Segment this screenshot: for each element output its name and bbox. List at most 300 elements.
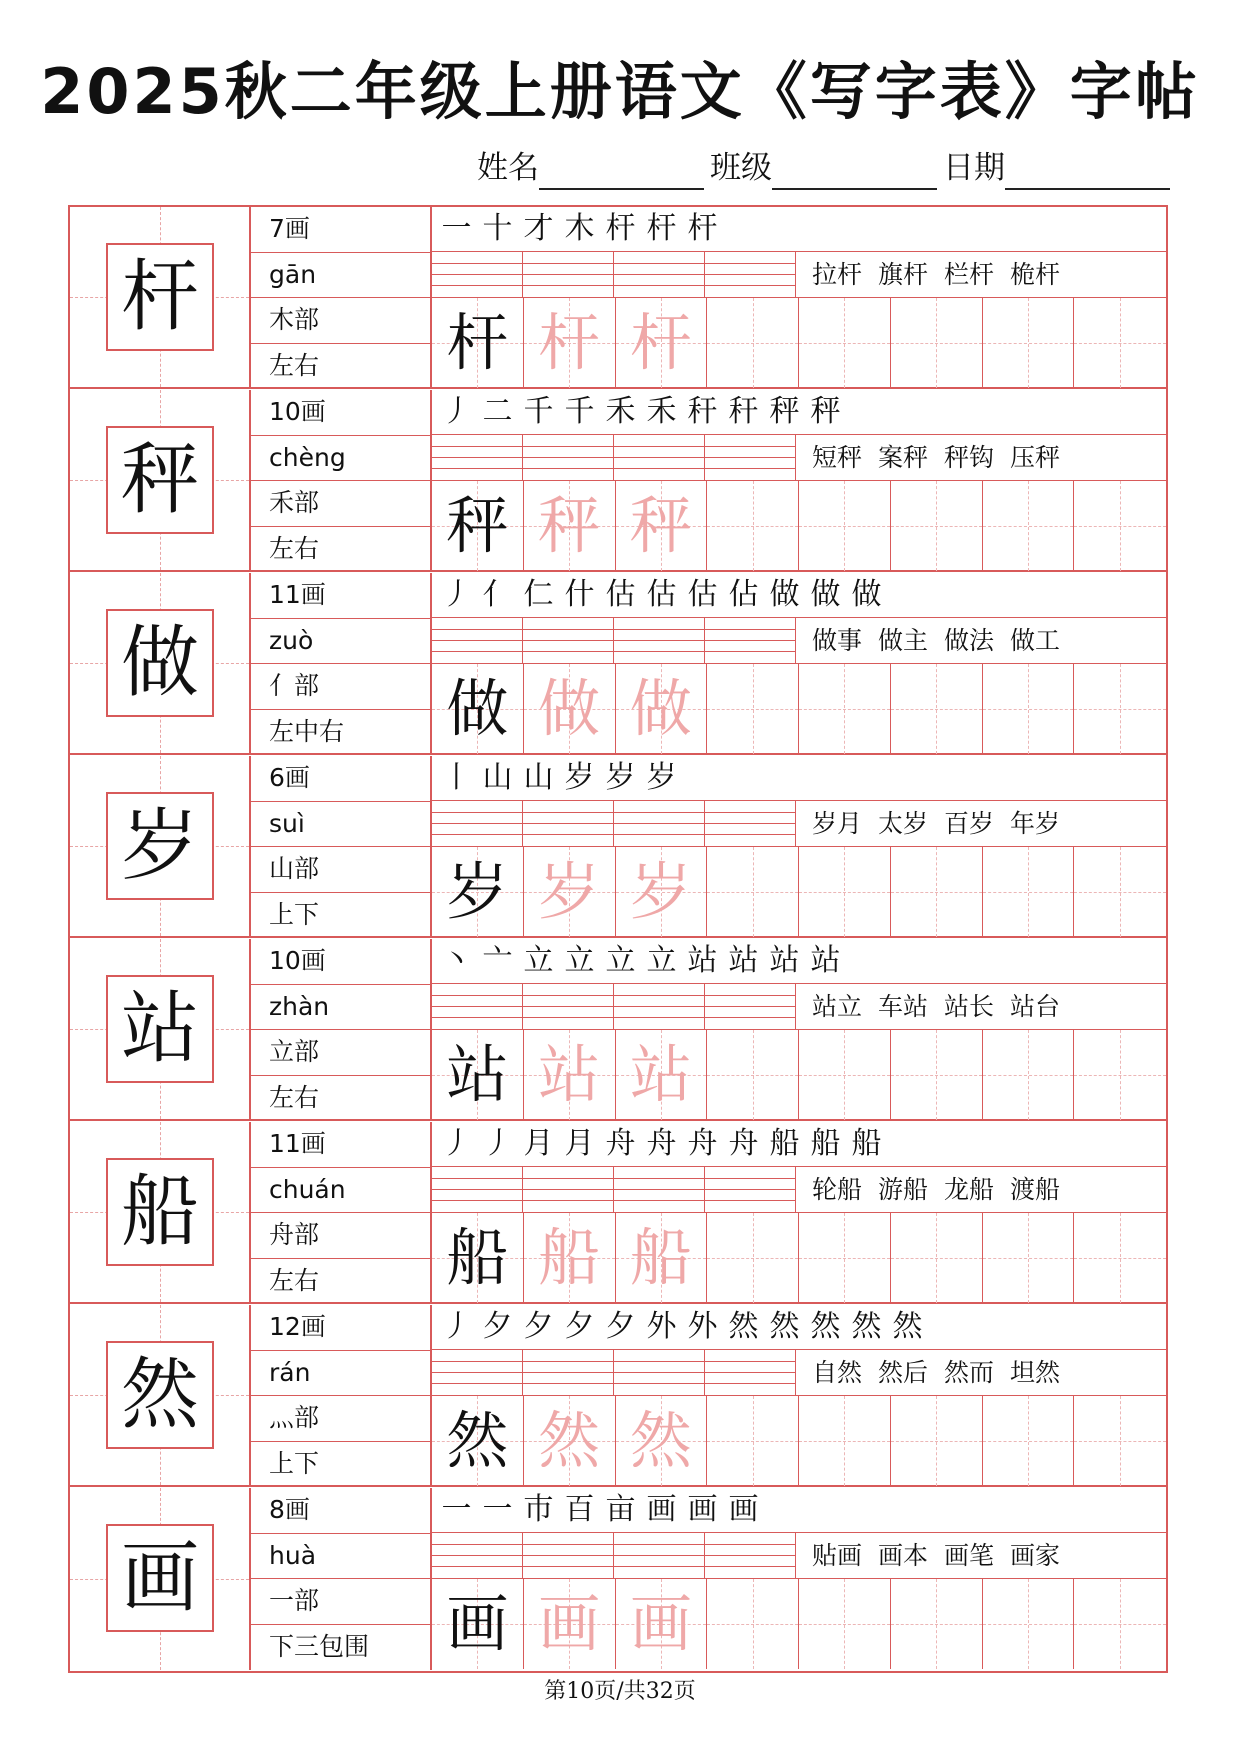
model-char-cell: [70, 207, 251, 387]
char-info: [251, 207, 432, 387]
stroke-step: 舟: [687, 1126, 718, 1161]
model-char: 画: [106, 1524, 214, 1632]
example-char-cell: [432, 847, 524, 937]
stroke-step: 月: [523, 1126, 554, 1161]
pinyin-practice-cell[interactable]: [523, 1167, 614, 1212]
stroke-step: 禾: [646, 394, 677, 429]
stroke-order: [432, 1122, 1166, 1167]
model-char: 杆: [106, 243, 214, 351]
stroke-step: 夕: [523, 1309, 554, 1344]
practice-char: 岁: [629, 855, 692, 928]
trace-char-cell[interactable]: [524, 847, 616, 937]
stroke-step: 禾: [605, 394, 636, 429]
stroke-step: 一: [441, 1492, 472, 1527]
pinyin-practice-cell[interactable]: [705, 618, 796, 663]
example-char-cell: [432, 1396, 524, 1486]
stroke-step: 做: [769, 577, 800, 612]
char-info: [251, 1305, 432, 1485]
practice-char: 秤: [629, 489, 692, 562]
blank-practice-cell[interactable]: [983, 847, 1075, 937]
stroke-count: 11画: [251, 1122, 430, 1168]
stroke-step: 丨: [441, 760, 472, 795]
model-char: 站: [106, 975, 214, 1083]
word: 旗杆: [878, 260, 929, 289]
pinyin-practice-cell[interactable]: [705, 1533, 796, 1578]
char-row: [70, 1122, 1166, 1304]
stroke-step: 佔: [728, 577, 759, 612]
pinyin-practice-cell[interactable]: [523, 1350, 614, 1395]
practice-grid: [432, 664, 1166, 755]
blank-practice-cell[interactable]: [799, 847, 891, 937]
page-footer: 第10页/共32页: [544, 1679, 696, 1704]
pinyin-practice-cell[interactable]: [432, 252, 523, 297]
char-info: [251, 939, 432, 1119]
date-label: 日期: [943, 150, 1005, 186]
word: 年岁: [1010, 809, 1061, 838]
example-char-cell: [432, 1030, 524, 1120]
practice-char: 秤: [446, 489, 509, 562]
pinyin-practice-cell[interactable]: [705, 801, 796, 846]
class-label: 班级: [710, 150, 772, 186]
model-char-cell: [70, 939, 251, 1119]
blank-practice-cell[interactable]: [983, 1579, 1075, 1669]
word: 自然: [812, 1358, 863, 1387]
blank-practice-cell[interactable]: [891, 298, 983, 388]
trace-char-cell[interactable]: [524, 1030, 616, 1120]
word: 轮船: [812, 1175, 863, 1204]
pinyin-practice-cell[interactable]: [614, 1167, 705, 1212]
char-row: [70, 207, 1166, 389]
pinyin-practice-cell[interactable]: [432, 984, 523, 1029]
stroke-step: 千: [523, 394, 554, 429]
stroke-step: 丿: [482, 1126, 513, 1161]
structure-label: 下三包围: [269, 1631, 370, 1661]
blank-practice-cell[interactable]: [707, 847, 799, 937]
structure-label: 上下: [269, 1448, 320, 1478]
blank-practice-cell[interactable]: [799, 1030, 891, 1120]
model-char-cell: [70, 1122, 251, 1302]
stroke-step: 仁: [523, 577, 554, 612]
trace-char-cell[interactable]: [616, 298, 708, 388]
stroke-step: 估: [605, 577, 636, 612]
practice-char: 站: [629, 1038, 692, 1111]
blank-practice-cell[interactable]: [799, 481, 891, 571]
pinyin-practice-cell[interactable]: [432, 1533, 523, 1578]
trace-char-cell[interactable]: [524, 1579, 616, 1669]
class-blank[interactable]: [772, 160, 937, 190]
radical-label: 木部: [251, 298, 430, 344]
char-info: [251, 756, 432, 936]
blank-practice-cell[interactable]: [983, 1396, 1075, 1486]
practice-char: 做: [538, 672, 601, 745]
char-row: [70, 573, 1166, 755]
pinyin-label: rán: [251, 1351, 430, 1397]
stroke-step: 舟: [605, 1126, 636, 1161]
trace-char-cell[interactable]: [616, 1213, 708, 1303]
stroke-step: 立: [646, 943, 677, 978]
name-label: 姓名: [477, 150, 539, 186]
blank-practice-cell[interactable]: [891, 1579, 983, 1669]
pinyin-practice-cell[interactable]: [614, 984, 705, 1029]
model-char: 船: [106, 1158, 214, 1266]
stroke-step: 然: [892, 1309, 923, 1344]
practice-char: 秤: [538, 489, 601, 562]
stroke-step: 站: [810, 943, 841, 978]
trace-char-cell[interactable]: [524, 1396, 616, 1486]
word-list: [796, 252, 1166, 298]
blank-practice-cell[interactable]: [891, 1396, 983, 1486]
radical-label: 舟部: [251, 1213, 430, 1259]
page-title: 2025秋二年级上册语文《写字表》字帖: [40, 55, 1200, 128]
word: 游船: [878, 1175, 929, 1204]
pinyin-practice-cell[interactable]: [523, 618, 614, 663]
stroke-step: 立: [523, 943, 554, 978]
word: 站台: [1010, 992, 1061, 1021]
practice-char: 杆: [446, 306, 509, 379]
blank-practice-cell[interactable]: [707, 481, 799, 571]
writing-area: [432, 1122, 1166, 1302]
blank-practice-cell[interactable]: [707, 1396, 799, 1486]
pinyin-practice-lines: [432, 618, 796, 664]
stroke-step: 十: [482, 211, 513, 246]
word-list: [796, 618, 1166, 664]
model-char-cell: [70, 573, 251, 753]
blank-practice-cell[interactable]: [707, 298, 799, 388]
stroke-step: 画: [687, 1492, 718, 1527]
stroke-step: 然: [810, 1309, 841, 1344]
word: 做工: [1010, 626, 1061, 655]
trace-char-cell[interactable]: [524, 1213, 616, 1303]
stroke-count: 7画: [251, 207, 430, 253]
writing-area: [432, 573, 1166, 753]
pinyin-practice-cell[interactable]: [523, 984, 614, 1029]
stroke-step: 岁: [605, 760, 636, 795]
stroke-count: 6画: [251, 756, 430, 802]
trace-char-cell[interactable]: [524, 664, 616, 754]
word: 做事: [812, 626, 863, 655]
pinyin-practice-cell[interactable]: [705, 435, 796, 480]
word: 龙船: [944, 1175, 995, 1204]
stroke-step: 一: [482, 1492, 513, 1527]
structure-label: 左右: [269, 350, 320, 380]
structure-label: 上下: [269, 899, 320, 929]
word: 站长: [944, 992, 995, 1021]
stroke-step: 亩: [605, 1492, 636, 1527]
char-info: [251, 1122, 432, 1302]
stroke-order: [432, 1488, 1166, 1533]
char-row: [70, 390, 1166, 572]
stroke-step: 月: [564, 1126, 595, 1161]
blank-practice-cell[interactable]: [891, 664, 983, 754]
blank-practice-cell[interactable]: [983, 664, 1075, 754]
word: 做主: [878, 626, 929, 655]
pinyin-label: zhàn: [251, 985, 430, 1031]
pinyin-label: chuán: [251, 1168, 430, 1214]
word: 画笔: [944, 1541, 995, 1570]
word: 然后: [878, 1358, 929, 1387]
word-list: [796, 984, 1166, 1030]
student-info: [477, 146, 1176, 190]
practice-grid: [432, 1213, 1166, 1304]
practice-char: 站: [538, 1038, 601, 1111]
pinyin-practice-cell[interactable]: [614, 1350, 705, 1395]
stroke-step: 船: [810, 1126, 841, 1161]
char-info: [251, 390, 432, 570]
pinyin-practice-lines: [432, 1533, 796, 1579]
stroke-step: 然: [769, 1309, 800, 1344]
stroke-step: 画: [728, 1492, 759, 1527]
model-char-cell: [70, 1488, 251, 1670]
stroke-count: 10画: [251, 939, 430, 985]
practice-grid: [432, 847, 1166, 938]
blank-practice-cell[interactable]: [891, 481, 983, 571]
practice-char: 站: [446, 1038, 509, 1111]
pinyin-practice-cell[interactable]: [432, 435, 523, 480]
stroke-step: 丿: [441, 1126, 472, 1161]
radical-label: 立部: [251, 1030, 430, 1076]
writing-area: [432, 756, 1166, 936]
writing-area: [432, 939, 1166, 1119]
word: 坦然: [1010, 1358, 1061, 1387]
practice-char: 然: [538, 1404, 601, 1477]
pinyin-practice-cell[interactable]: [614, 1533, 705, 1578]
word: 案秤: [878, 443, 929, 472]
stroke-step: 百: [564, 1492, 595, 1527]
blank-practice-cell[interactable]: [799, 1396, 891, 1486]
stroke-count: 8画: [251, 1488, 430, 1534]
blank-practice-cell[interactable]: [1074, 1030, 1166, 1120]
stroke-count: 10画: [251, 390, 430, 436]
pinyin-practice-cell[interactable]: [432, 1350, 523, 1395]
blank-practice-cell[interactable]: [1074, 847, 1166, 937]
date-blank[interactable]: [1005, 160, 1170, 190]
stroke-step: 一: [441, 211, 472, 246]
word: 短秤: [812, 443, 863, 472]
writing-area: [432, 1488, 1166, 1670]
stroke-step: 木: [564, 211, 595, 246]
word: 秤钩: [944, 443, 995, 472]
stroke-order: [432, 207, 1166, 252]
blank-practice-cell[interactable]: [1074, 481, 1166, 571]
stroke-step: 山: [523, 760, 554, 795]
pinyin-practice-cell[interactable]: [705, 252, 796, 297]
stroke-step: 估: [646, 577, 677, 612]
word: 贴画: [812, 1541, 863, 1570]
char-row: [70, 1305, 1166, 1487]
pinyin-practice-cell[interactable]: [705, 1167, 796, 1212]
blank-practice-cell[interactable]: [707, 1579, 799, 1669]
stroke-step: 舟: [646, 1126, 677, 1161]
word-list: [796, 801, 1166, 847]
stroke-step: 夕: [564, 1309, 595, 1344]
word: 画本: [878, 1541, 929, 1570]
blank-practice-cell[interactable]: [799, 1213, 891, 1303]
stroke-step: 杆: [646, 211, 677, 246]
blank-practice-cell[interactable]: [891, 1030, 983, 1120]
blank-practice-cell[interactable]: [799, 1579, 891, 1669]
stroke-step: 秤: [769, 394, 800, 429]
model-char: 岁: [106, 792, 214, 900]
trace-char-cell[interactable]: [616, 1396, 708, 1486]
char-row: [70, 939, 1166, 1121]
stroke-order: [432, 1305, 1166, 1350]
pinyin-practice-lines: [432, 801, 796, 847]
pinyin-label: huà: [251, 1534, 430, 1580]
model-char: 秤: [106, 426, 214, 534]
stroke-step: 然: [728, 1309, 759, 1344]
stroke-step: 外: [687, 1309, 718, 1344]
stroke-step: 丶: [441, 943, 472, 978]
structure-label: 左右: [269, 1082, 320, 1112]
structure-label: 左中右: [269, 716, 345, 746]
pinyin-practice-cell[interactable]: [523, 1533, 614, 1578]
example-char-cell: [432, 298, 524, 388]
blank-practice-cell[interactable]: [891, 847, 983, 937]
pinyin-practice-cell[interactable]: [705, 1350, 796, 1395]
stroke-order: [432, 573, 1166, 618]
practice-char: 船: [538, 1221, 601, 1294]
stroke-count: 12画: [251, 1305, 430, 1351]
pinyin-practice-cell[interactable]: [705, 984, 796, 1029]
stroke-order: [432, 756, 1166, 801]
blank-practice-cell[interactable]: [1074, 298, 1166, 388]
pinyin-practice-cell[interactable]: [432, 1167, 523, 1212]
stroke-step: 才: [523, 211, 554, 246]
word: 做法: [944, 626, 995, 655]
practice-grid: [432, 1396, 1166, 1487]
stroke-step: 千: [564, 394, 595, 429]
practice-grid: [432, 1030, 1166, 1121]
pinyin-practice-lines: [432, 984, 796, 1030]
model-char-cell: [70, 756, 251, 936]
radical-label: 一部: [251, 1579, 430, 1625]
stroke-step: 丿: [441, 577, 472, 612]
model-char-cell: [70, 1305, 251, 1485]
trace-char-cell[interactable]: [616, 1030, 708, 1120]
stroke-count: 11画: [251, 573, 430, 619]
stroke-step: 外: [646, 1309, 677, 1344]
pinyin-practice-cell[interactable]: [614, 252, 705, 297]
blank-practice-cell[interactable]: [707, 1030, 799, 1120]
word-list: [796, 435, 1166, 481]
blank-practice-cell[interactable]: [707, 664, 799, 754]
word: 栏杆: [944, 260, 995, 289]
stroke-step: 立: [564, 943, 595, 978]
example-char-cell: [432, 1213, 524, 1303]
word-list: [796, 1350, 1166, 1396]
practice-char: 岁: [538, 855, 601, 928]
blank-practice-cell[interactable]: [1074, 1579, 1166, 1669]
stroke-step: 立: [605, 943, 636, 978]
pinyin-practice-cell[interactable]: [614, 435, 705, 480]
radical-label: 亻部: [251, 664, 430, 710]
model-char: 做: [106, 609, 214, 717]
blank-practice-cell[interactable]: [983, 1030, 1075, 1120]
practice-char: 岁: [446, 855, 509, 928]
writing-area: [432, 390, 1166, 570]
stroke-step: 秆: [687, 394, 718, 429]
word: 渡船: [1010, 1175, 1061, 1204]
blank-practice-cell[interactable]: [799, 664, 891, 754]
stroke-step: 巿: [523, 1492, 554, 1527]
stroke-step: 岁: [564, 760, 595, 795]
pinyin-practice-cell[interactable]: [432, 618, 523, 663]
word: 太岁: [878, 809, 929, 838]
practice-char: 船: [629, 1221, 692, 1294]
blank-practice-cell[interactable]: [983, 1213, 1075, 1303]
blank-practice-cell[interactable]: [891, 1213, 983, 1303]
radical-label: 山部: [251, 847, 430, 893]
practice-char: 画: [629, 1587, 692, 1660]
trace-char-cell[interactable]: [616, 1579, 708, 1669]
practice-char: 船: [446, 1221, 509, 1294]
trace-char-cell[interactable]: [616, 847, 708, 937]
word: 站立: [812, 992, 863, 1021]
trace-char-cell[interactable]: [524, 481, 616, 571]
trace-char-cell[interactable]: [524, 298, 616, 388]
stroke-step: 丿: [441, 1309, 472, 1344]
stroke-step: 杆: [605, 211, 636, 246]
blank-practice-cell[interactable]: [1074, 1213, 1166, 1303]
example-char-cell: [432, 1579, 524, 1669]
word: 桅杆: [1010, 260, 1061, 289]
pinyin-practice-cell[interactable]: [523, 435, 614, 480]
stroke-step: 做: [810, 577, 841, 612]
practice-char: 画: [538, 1587, 601, 1660]
pinyin-practice-cell[interactable]: [614, 801, 705, 846]
stroke-step: 亻: [482, 577, 513, 612]
pinyin-practice-cell[interactable]: [614, 618, 705, 663]
stroke-step: 什: [564, 577, 595, 612]
word: 画家: [1010, 1541, 1061, 1570]
stroke-step: 秆: [728, 394, 759, 429]
stroke-step: 杆: [687, 211, 718, 246]
pinyin-practice-lines: [432, 435, 796, 481]
blank-practice-cell[interactable]: [1074, 664, 1166, 754]
trace-char-cell[interactable]: [616, 481, 708, 571]
word: 压秤: [1010, 443, 1061, 472]
practice-char: 做: [629, 672, 692, 745]
example-char-cell: [432, 664, 524, 754]
practice-sheet: [68, 205, 1168, 1673]
pinyin-label: gān: [251, 253, 430, 299]
writing-area: [432, 207, 1166, 387]
structure-label: 左右: [269, 533, 320, 563]
word: 车站: [878, 992, 929, 1021]
blank-practice-cell[interactable]: [983, 481, 1075, 571]
stroke-step: 夕: [605, 1309, 636, 1344]
word: 百岁: [944, 809, 995, 838]
pinyin-practice-cell[interactable]: [523, 801, 614, 846]
blank-practice-cell[interactable]: [799, 298, 891, 388]
practice-char: 杆: [538, 306, 601, 379]
pinyin-practice-cell[interactable]: [523, 252, 614, 297]
char-row: [70, 1488, 1166, 1670]
blank-practice-cell[interactable]: [1074, 1396, 1166, 1486]
word-list: [796, 1533, 1166, 1579]
blank-practice-cell[interactable]: [983, 298, 1075, 388]
pinyin-practice-cell[interactable]: [432, 801, 523, 846]
word-list: [796, 1167, 1166, 1213]
name-blank[interactable]: [539, 160, 704, 190]
pinyin-label: chèng: [251, 436, 430, 482]
blank-practice-cell[interactable]: [707, 1213, 799, 1303]
char-info: [251, 1488, 432, 1670]
word: 拉杆: [812, 260, 863, 289]
stroke-step: 夕: [482, 1309, 513, 1344]
trace-char-cell[interactable]: [616, 664, 708, 754]
stroke-step: 画: [646, 1492, 677, 1527]
